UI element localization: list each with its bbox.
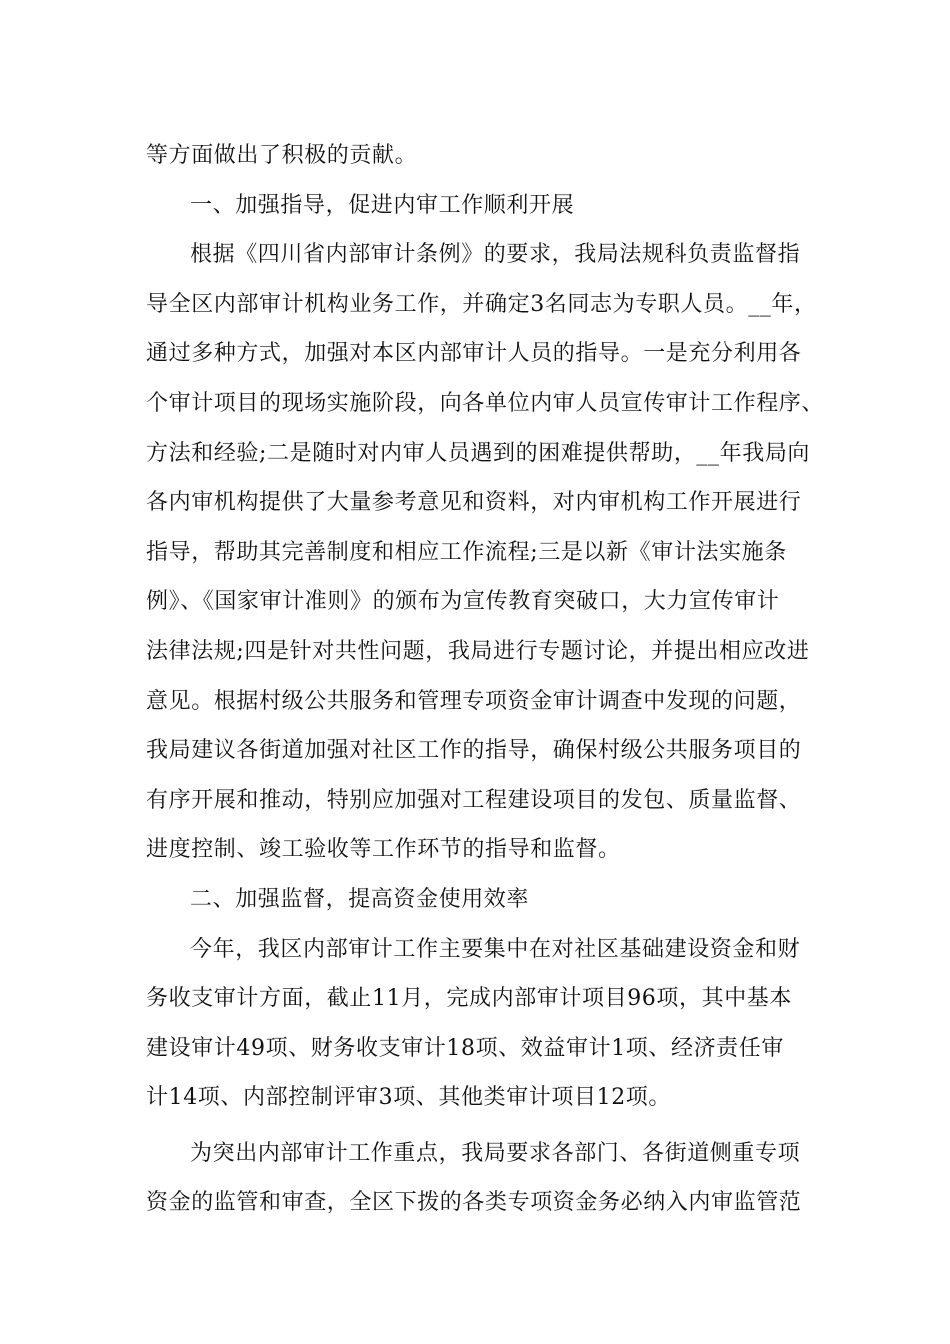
section-heading: 一、加强指导，促进内审工作顺利开展 — [190, 192, 575, 218]
text-line: 意见。根据村级公共服务和管理专项资金审计调查中发现的问题， — [146, 688, 802, 714]
text-line: 务收支审计方面，截止11月，完成内部审计项目96项，其中基本 — [146, 986, 792, 1012]
text-line: 根据《四川省内部审计条例》的要求，我局法规科负责监督指 — [190, 242, 801, 268]
document-body — [146, 131, 825, 1228]
text-line: 通过多种方式，加强对本区内部审计人员的指导。一是充分利用各 — [146, 341, 802, 367]
text-line: 个审计项目的现场实施阶段，向各单位内审人员宣传审计工作程序、 — [146, 390, 825, 416]
text-line: 等方面做出了积极的贡献。 — [146, 143, 418, 168]
text-line: 各内审机构提供了大量参考意见和资料，对内审机构工作开展进行 — [146, 490, 802, 516]
text-line: 为突出内部审计工作重点，我局要求各部门、各街道侧重专项 — [190, 1140, 801, 1166]
text-line: 有序开展和推动，特别应加强对工程建设项目的发包、质量监督、 — [146, 787, 802, 813]
section-heading: 二、加强监督，提高资金使用效率 — [190, 886, 530, 912]
text-line: 今年，我区内部审计工作主要集中在对社区基础建设资金和财 — [190, 936, 801, 962]
text-line: 资金的监管和审查，全区下拨的各类专项资金务必纳入内审监管范 — [146, 1190, 802, 1216]
text-line: 例》、《国家审计准则》的颁布为宣传教育突破口，大力宣传审计 — [146, 589, 780, 615]
text-line: 计14项、内部控制评审3项、其他类审计项目12项。 — [146, 1085, 671, 1111]
text-line: 方法和经验;二是随时对内审人员遇到的困难提供帮助，__年我局向 — [146, 440, 811, 466]
text-line: 法律法规;四是针对共性问题，我局进行专题讨论，并提出相应改进 — [146, 638, 810, 664]
text-line: 导全区内部审计机构业务工作，并确定3名同志为专职人员。__年， — [146, 291, 817, 317]
text-line: 进度控制、竣工验收等工作环节的指导和监督。 — [146, 837, 621, 863]
text-line: 指导，帮助其完善制度和相应工作流程;三是以新《审计法实施条 — [146, 539, 787, 565]
text-line: 我局建议各街道加强对社区工作的指导，确保村级公共服务项目的 — [146, 738, 802, 764]
text-line: 建设审计49项、财务收支审计18项、效益审计1项、经济责任审 — [146, 1035, 784, 1061]
